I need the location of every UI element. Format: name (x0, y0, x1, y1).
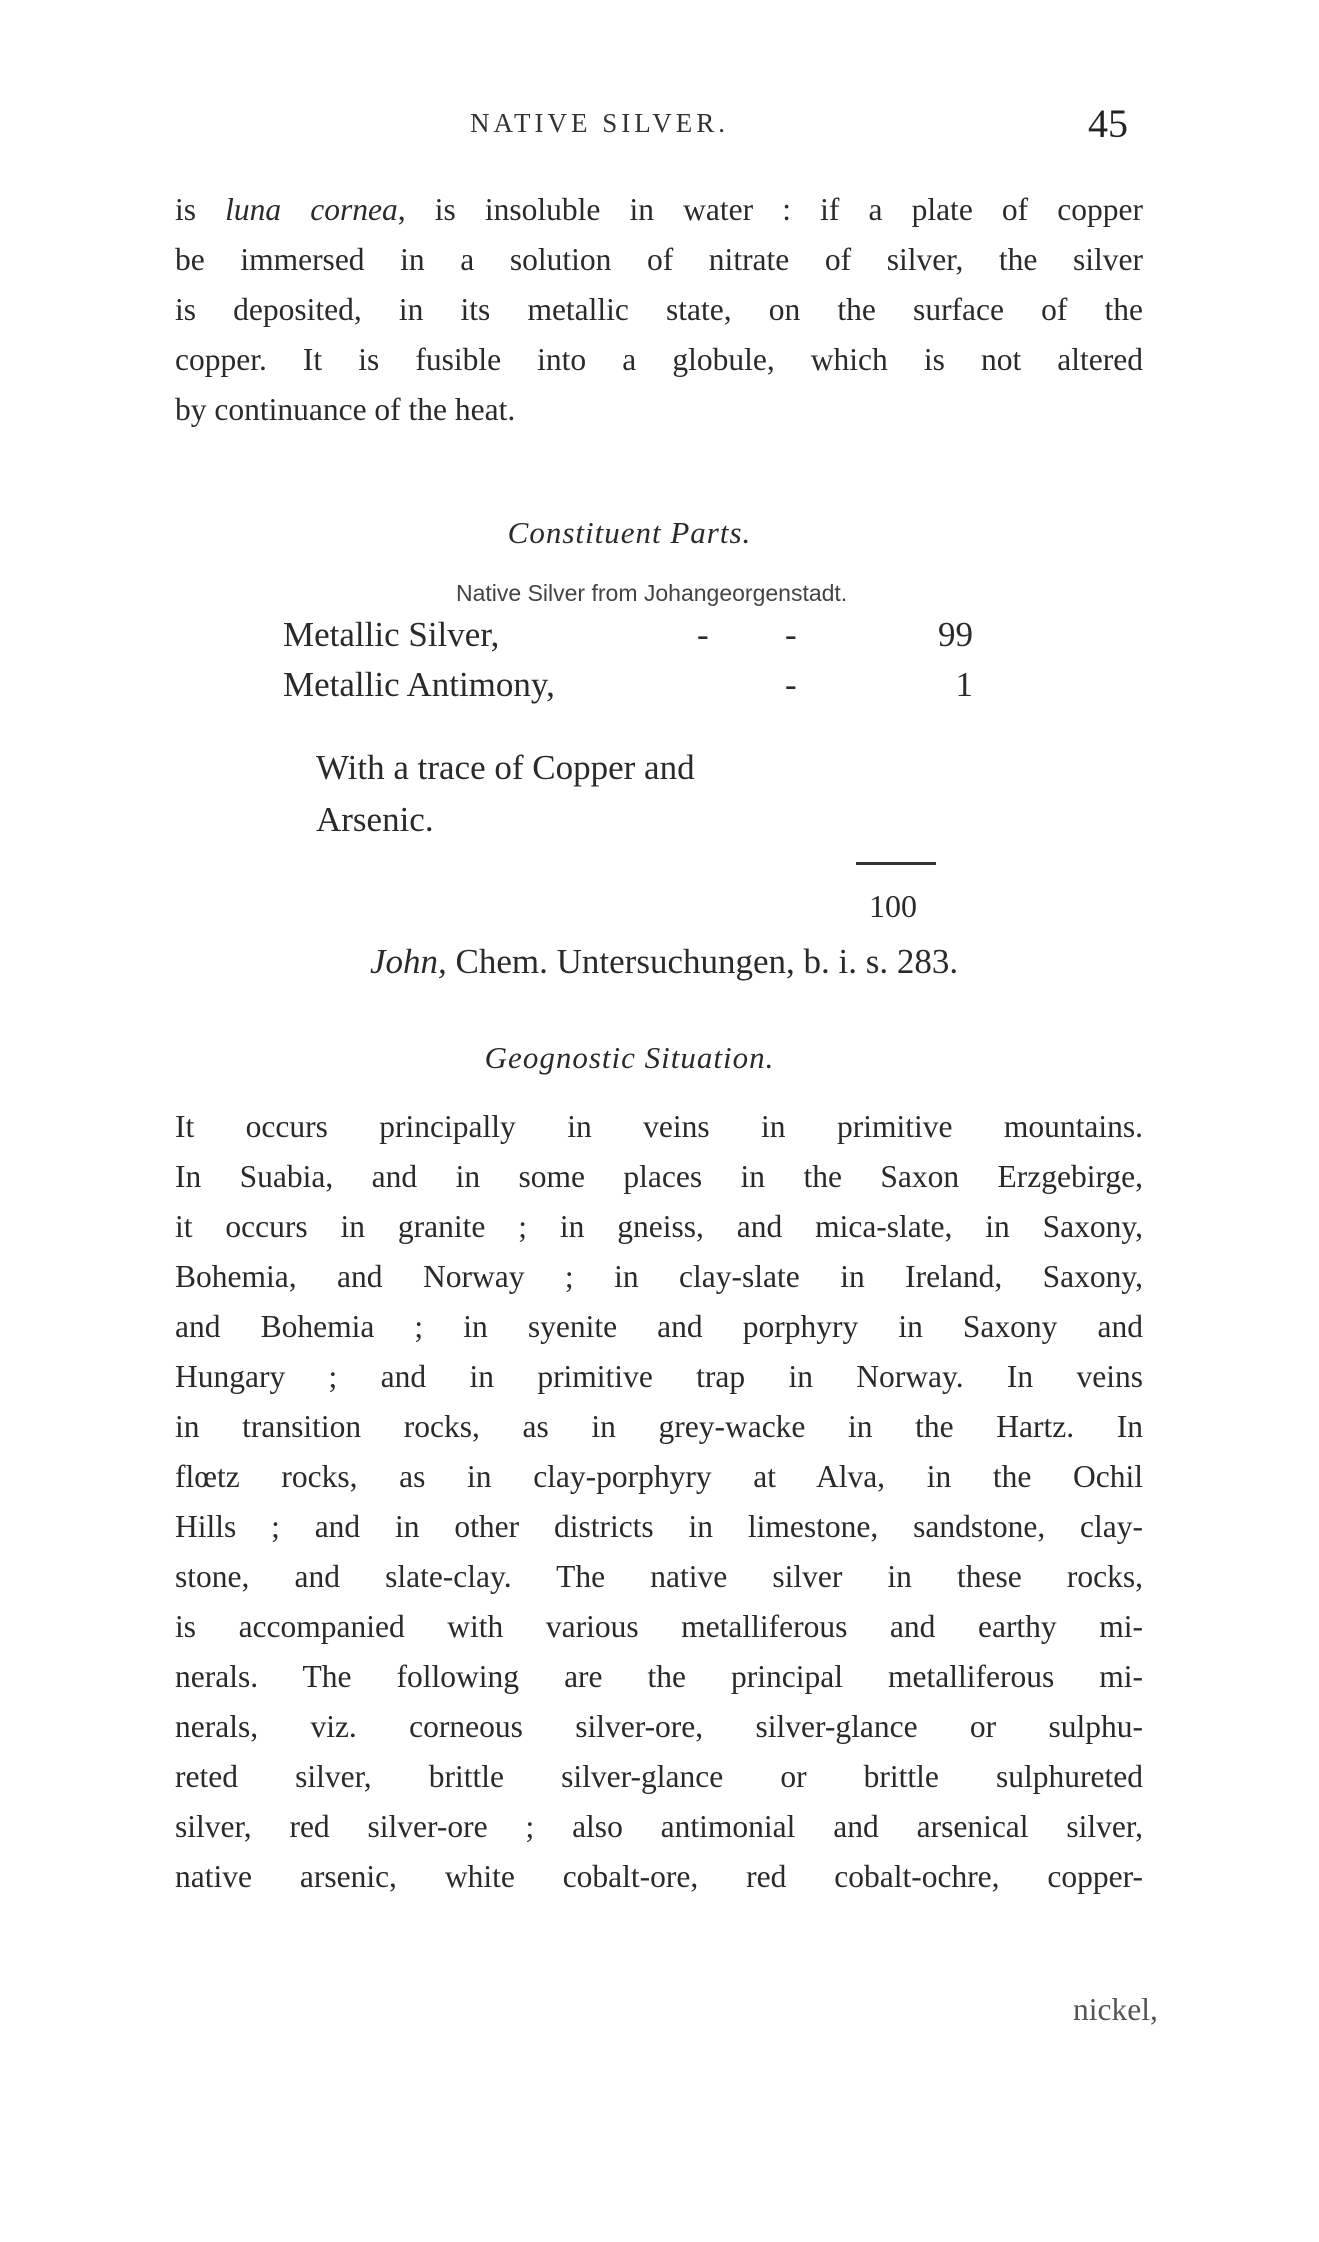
composition-row (283, 665, 973, 715)
trace-note-line: With a trace of Copper and (316, 748, 695, 787)
leader-dash: - (785, 615, 797, 654)
component-name: Metallic Antimony, (283, 665, 555, 704)
sum-rule (856, 862, 936, 865)
component-name: Metallic Silver, (283, 615, 500, 654)
composition-row (283, 615, 973, 665)
text-line: it occurs in granite ; in gneiss, and mica-slate, in Saxony, (175, 1209, 1143, 1244)
running-head (0, 101, 1319, 158)
text-line: be immersed in a solution of nitrate of silver, the silver (175, 242, 1143, 277)
text-line: in transition rocks, as in grey-wacke in the Hartz. In (175, 1409, 1143, 1444)
text-line: is luna cornea, is insoluble in water : if a plate of copper (175, 192, 1143, 227)
analysis-source: Native Silver from Johangeorgenstadt. (456, 580, 848, 606)
leader-dash: - (697, 615, 709, 654)
composition-total: 100 (869, 888, 917, 924)
text-line: nerals. The following are the principal metalliferous mi- (175, 1659, 1143, 1694)
trace-note-line: Arsenic. (316, 800, 434, 839)
text-line: is deposited, in its metallic state, on the surface of the (175, 292, 1143, 327)
component-value: 99 (938, 615, 973, 654)
paragraph-geognostic (175, 1102, 1143, 1902)
text-line: nerals, viz. corneous silver-ore, silver-glance or sulphu- (175, 1709, 1143, 1744)
page-number: 45 (1088, 101, 1128, 146)
catchword: nickel, (1073, 1992, 1158, 2027)
citation-source: Chem. Untersuchungen, b. i. s. 283. (446, 942, 959, 981)
leader-dash: - (785, 665, 797, 704)
text-line: Hills ; and in other districts in limestone, sandstone, clay- (175, 1509, 1143, 1544)
section-heading-geognostic-situation: Geognostic Situation. (484, 1040, 775, 1075)
text-line: reted silver, brittle silver-glance or brittle sulphureted (175, 1759, 1143, 1794)
text-line: copper. It is fusible into a globule, which is not altered (175, 342, 1143, 377)
citation (370, 942, 958, 982)
text-line: In Suabia, and in some places in the Saxon Erzgebirge, (175, 1159, 1143, 1194)
running-title: NATIVE SILVER. (470, 108, 730, 138)
section-heading-constituent-parts: Constituent Parts. (507, 515, 752, 550)
trace-note (316, 742, 876, 846)
text-line: and Bohemia ; in syenite and porphyry in Saxony and (175, 1309, 1143, 1344)
text-line: is accompanied with various metalliferous and earthy mi- (175, 1609, 1143, 1644)
text-line: Bohemia, and Norway ; in clay-slate in Ireland, Saxony, (175, 1259, 1143, 1294)
text-line: silver, red silver-ore ; also antimonial and arsenical silver, (175, 1809, 1143, 1844)
text-line: stone, and slate-clay. The native silver in these rocks, (175, 1559, 1143, 1594)
citation-author: John, (370, 942, 447, 981)
text-line: native arsenic, white cobalt-ore, red cobalt-ochre, copper- (175, 1859, 1143, 1894)
text-line: Hungary ; and in primitive trap in Norway. In veins (175, 1359, 1143, 1394)
latin-term: luna cornea (225, 192, 398, 227)
text-line: by continuance of the heat. (175, 392, 516, 427)
text-line: It occurs principally in veins in primitive mountains. (175, 1109, 1143, 1144)
paragraph-intro (175, 185, 1143, 435)
text-line: flœtz rocks, as in clay-porphyry at Alva, in the Ochil (175, 1459, 1143, 1494)
component-value: 1 (955, 665, 973, 704)
